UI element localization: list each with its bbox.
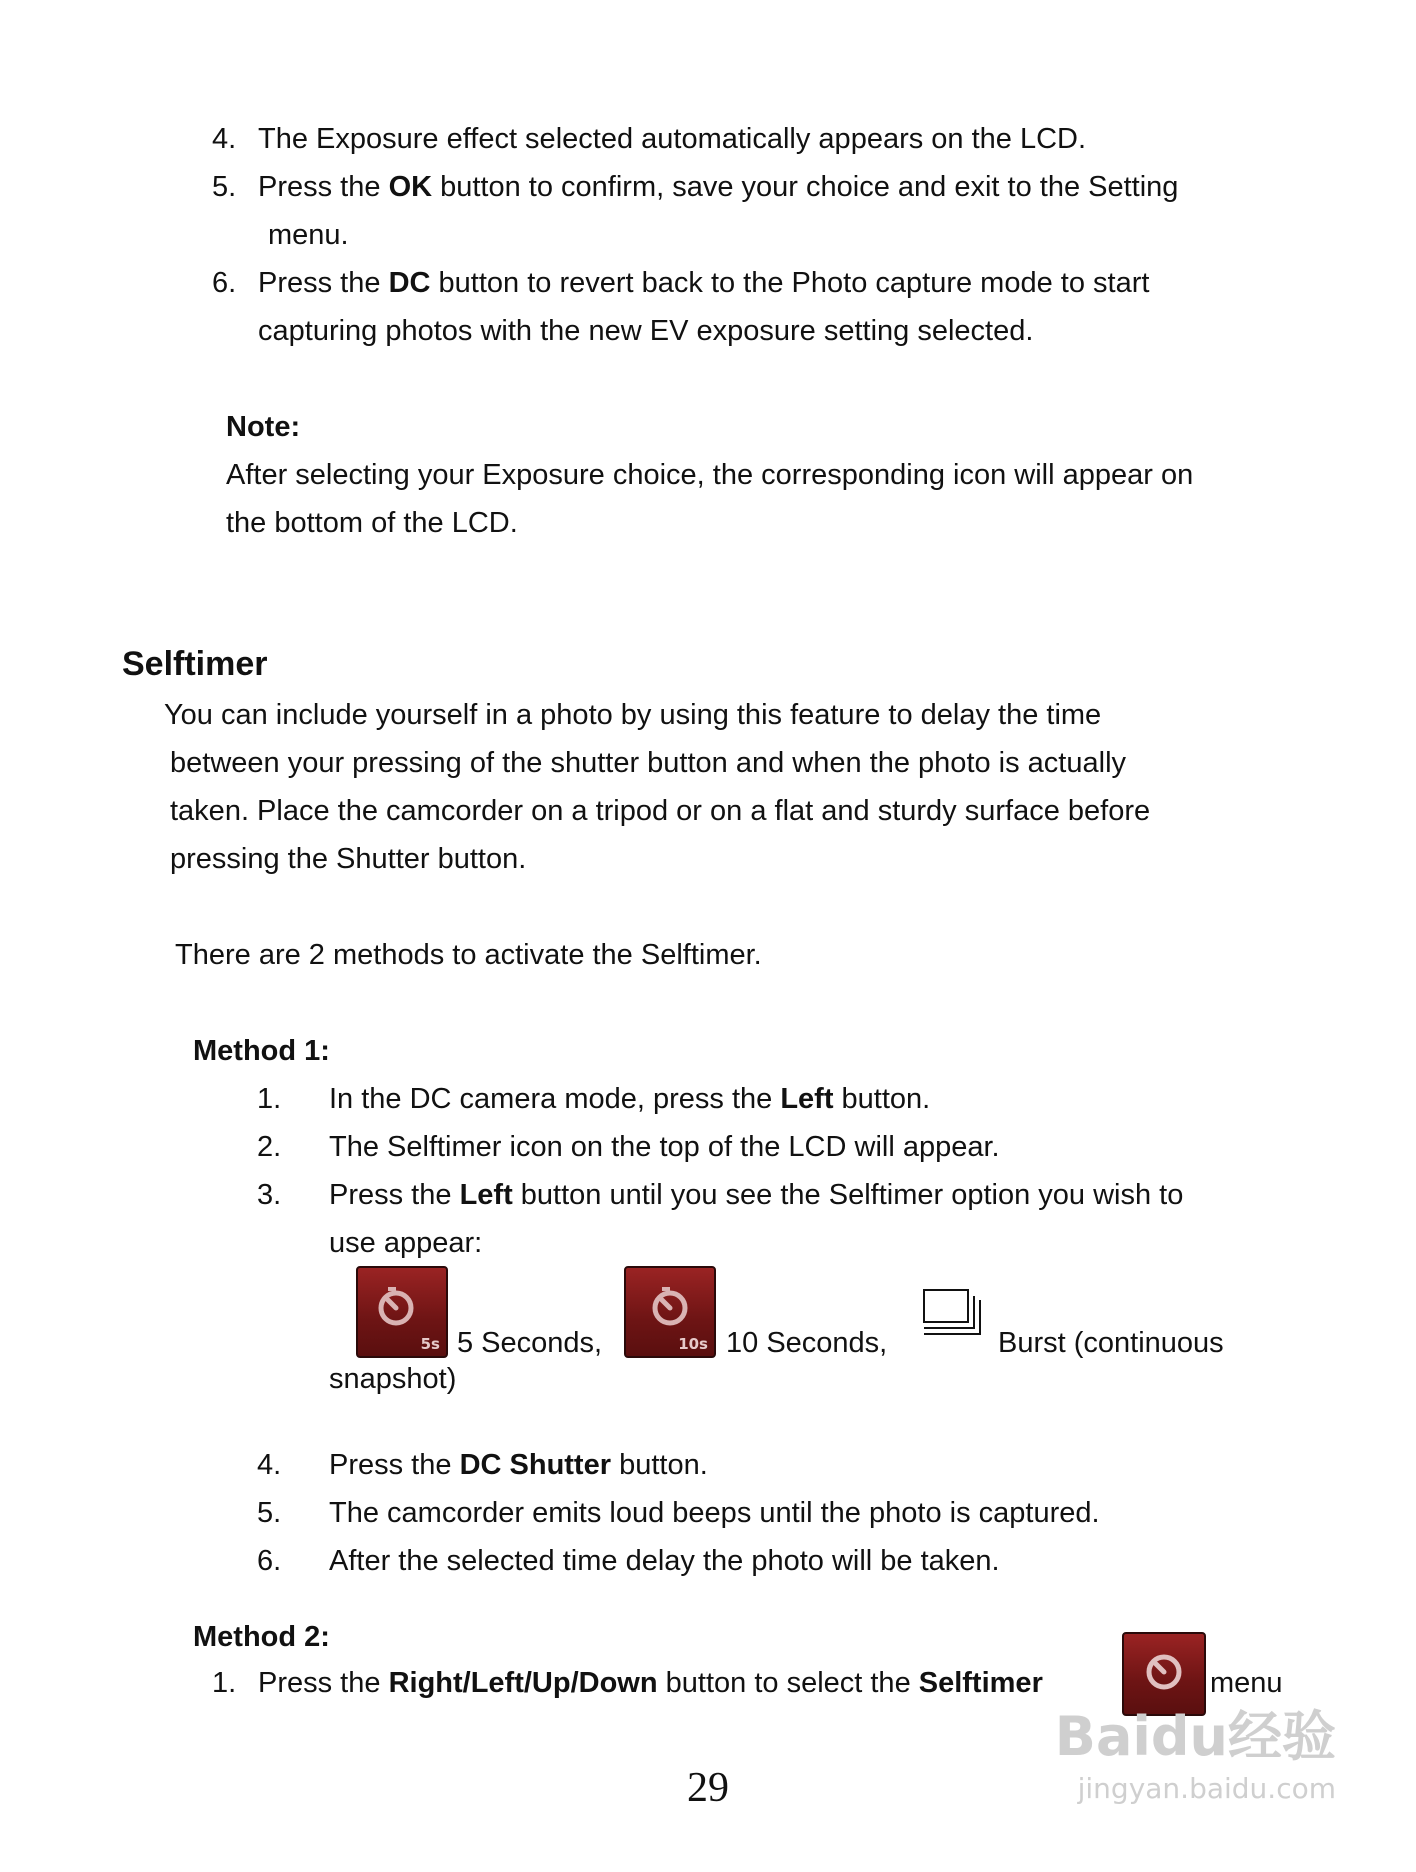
step-number: 4. [257, 1449, 282, 1481]
note-text: the bottom of the LCD. [226, 507, 518, 539]
intro-text: between your pressing of the shutter button and when the photo is actually [170, 747, 1127, 779]
intro-text: taken. Place the camcorder on a tripod or on a flat and sturdy surface before [170, 795, 1151, 827]
methods-text: There are 2 methods to activate the Selftimer. [175, 939, 762, 971]
intro-text: You can include yourself in a photo by using this feature to delay the time [164, 699, 1102, 731]
selftimer-5s-tag: 5s [420, 1335, 440, 1353]
step-number: 6. [212, 267, 237, 299]
note-label: Note: [226, 411, 301, 443]
method-1-label: Method 1: [193, 1035, 330, 1067]
burst-icon [922, 1288, 990, 1344]
step-number: 4. [212, 123, 237, 155]
step-text-end: menu [1210, 1667, 1283, 1699]
step-number: 2. [257, 1131, 282, 1163]
step-text: Press the Left button until you see the Selftimer option you wish to [329, 1179, 1184, 1211]
step-text: After the selected time delay the photo will be taken. [329, 1545, 1000, 1577]
step-number: 3. [257, 1179, 282, 1211]
step-text-continued: capturing photos with the new EV exposure setting selected. [258, 315, 1034, 347]
intro-text: pressing the Shutter button. [170, 843, 527, 875]
step-text: Press the OK button to confirm, save your choice and exit to the Setting [258, 171, 1179, 203]
step-text: Press the DC button to revert back to the Photo capture mode to start [258, 267, 1150, 299]
page-number: 29 [687, 1765, 729, 1811]
step-text-continued: menu. [268, 219, 349, 251]
step-number: 6. [257, 1545, 282, 1577]
watermark-brand: Baidu经验 [1054, 1705, 1336, 1768]
section-heading: Selftimer [122, 645, 268, 683]
step-text: The Exposure effect selected automatically appears on the LCD. [258, 123, 1087, 155]
option-label: Burst (continuous [998, 1327, 1224, 1359]
selftimer-10s-tag: 10s [678, 1335, 708, 1353]
step-text-continued: use appear: [329, 1227, 483, 1259]
step-number: 1. [212, 1667, 237, 1699]
option-label: 5 Seconds, [457, 1327, 603, 1359]
method-2-label: Method 2: [193, 1621, 330, 1653]
step-number: 5. [257, 1497, 282, 1529]
step-number: 1. [257, 1083, 282, 1115]
option-label: 10 Seconds, [726, 1327, 888, 1359]
step-text: The camcorder emits loud beeps until the photo is captured. [329, 1497, 1100, 1529]
selftimer-5s-icon [356, 1266, 448, 1358]
step-text: The Selftimer icon on the top of the LCD will appear. [329, 1131, 1000, 1163]
step-text: Press the Right/Left/Up/Down button to select the Selftimer [258, 1667, 1043, 1699]
option-label-continued: snapshot) [329, 1363, 457, 1395]
selftimer-10s-icon [624, 1266, 716, 1358]
step-text: Press the DC Shutter button. [329, 1449, 708, 1481]
step-number: 5. [212, 171, 237, 203]
watermark-url: jingyan.baidu.com [1077, 1772, 1336, 1805]
step-text: In the DC camera mode, press the Left button. [329, 1083, 931, 1115]
note-text: After selecting your Exposure choice, the corresponding icon will appear on [226, 459, 1194, 491]
